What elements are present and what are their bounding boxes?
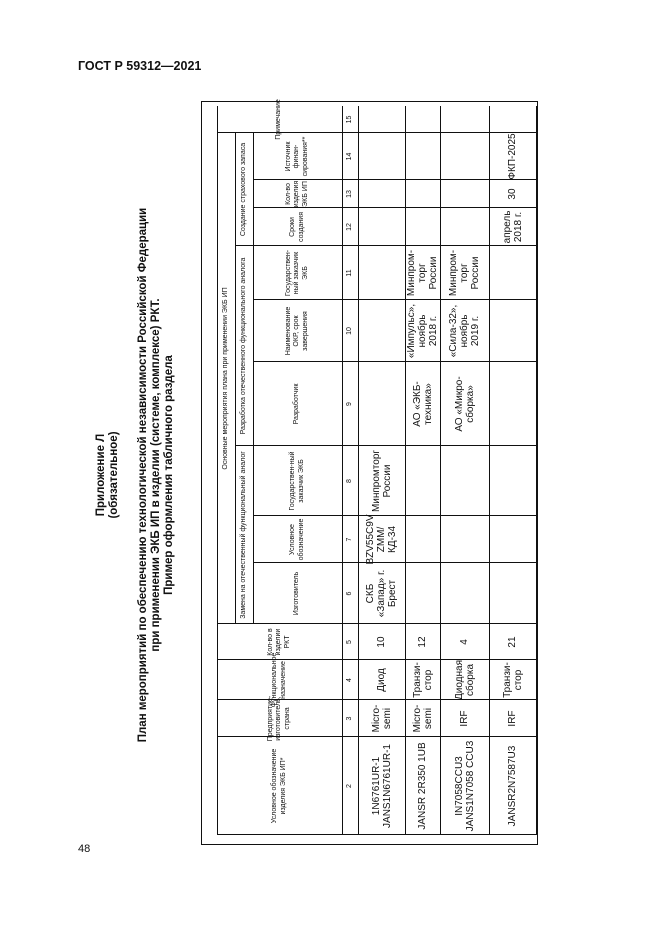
row-bottom-line-3: [489, 106, 490, 835]
col-header-15: [218, 99, 341, 140]
row-4-cell-13-text: 30: [507, 188, 518, 200]
col-number-5: [343, 624, 358, 660]
col-number-13: [343, 180, 358, 208]
row-4-cell-2-text: JANSR2N7587U3: [507, 745, 518, 827]
col-header-14-text: Источник финан-сирования**: [284, 136, 309, 177]
col-number-12: [343, 208, 358, 246]
col-number-4: [343, 660, 358, 700]
col-number-9-text: 9: [346, 402, 354, 406]
row-3-cell-2-text: IN7058CCU3 JANS1N7058 CCU3: [453, 740, 476, 832]
row-2-cell-9-text: АО «ЭКБ-техника»: [411, 381, 434, 427]
row-3-cell-10: [442, 302, 487, 360]
appendix-label: Приложение Л: [95, 433, 107, 517]
col-header-10-text: Наименование ОКР, срок завершения: [284, 306, 309, 356]
col-number-10: [343, 300, 358, 362]
page-number: 48: [78, 843, 91, 855]
row-4-cell-14: [491, 135, 534, 178]
col-header-7: [254, 518, 341, 561]
row-2-cell-4: [407, 662, 438, 698]
row-1-cell-2: [360, 739, 403, 833]
appendix-title-line3: Пример оформления табличного раздела: [163, 355, 175, 595]
row-2-cell-5-text: 12: [417, 636, 428, 648]
col-number-6: [343, 563, 358, 624]
row-2-cell-5: [407, 626, 438, 658]
row-3-cell-11: [442, 248, 487, 298]
row-bottom-line-1: [405, 106, 406, 835]
row-bottom-line-4: [536, 106, 537, 835]
row-3-cell-5-text: 4: [459, 639, 470, 645]
col-header-2: [218, 739, 341, 833]
row-3-cell-4-text: Диодная сборка: [453, 659, 476, 701]
group-main-header-text: Основные мероприятия плана при применении ЭКБ ИП: [222, 287, 230, 470]
col-number-3: [343, 700, 358, 737]
appendix-title-line2: при применении ЭКБ ИП в изделии (системе, комплексе) РКТ.: [150, 298, 162, 652]
col-number-14-text: 14: [346, 152, 354, 161]
col-number-8: [343, 446, 358, 516]
group-develop-header: [237, 246, 252, 446]
col-header-11-text: Государствен-ный заказчик ЭКБ: [284, 249, 309, 297]
row-4-cell-14-text: ФКП-2025: [507, 133, 518, 180]
group-replace-header-text: Замена на отечественный функциональный аналог: [240, 451, 248, 619]
col-header-13: [254, 182, 341, 206]
row-3-cell-3-text: IRF: [459, 710, 470, 727]
row-1-cell-5-text: 10: [376, 636, 387, 648]
row-3-cell-3: [442, 702, 487, 735]
col-number-10-text: 10: [346, 327, 354, 335]
row-3-cell-11-text: Минпром-торг России: [448, 249, 481, 297]
col-header-6-text: Изготовитель: [293, 571, 301, 616]
col-header-8: [254, 448, 341, 514]
row-2-cell-10-text: «Импульс», ноябрь 2018 г.: [406, 303, 439, 359]
row-3-cell-9: [442, 364, 487, 444]
row-2-cell-3-text: Micro-semi: [411, 704, 434, 733]
col-header-13-text: Кол-во изделия ЭКБ ИП: [284, 180, 309, 208]
col-number-15-text: 15: [346, 115, 354, 124]
row-1-cell-2-text: 1N6761UR-1 JANS1N6761UR-1: [370, 744, 393, 828]
col-number-5-text: 5: [346, 640, 354, 644]
row-1-cell-7: [360, 514, 403, 565]
group-main-header: [219, 133, 234, 624]
row-1-cell-3-text: Micro-semi: [370, 704, 393, 733]
row-4-cell-12: [491, 210, 534, 244]
row-1-cell-6-text: СКБ «Запад» г. Брест: [365, 569, 398, 618]
row-1-cell-5: [360, 626, 403, 658]
col-header-5-text: Кол-во в изделии РКТ: [266, 628, 291, 656]
col-header-5: [218, 626, 341, 658]
col-header-12: [254, 210, 341, 244]
col-number-4-text: 4: [346, 678, 354, 682]
row-4-cell-3-text: IRF: [507, 710, 518, 727]
row-1-cell-7-text: BZV55C9V ZMM/ КД-34: [365, 514, 398, 565]
col-header-9: [254, 364, 341, 444]
row-3-cell-9-text: АО «Микро-сборка»: [453, 376, 476, 432]
row-3-cell-2: [442, 739, 487, 833]
col-header-14: [254, 135, 341, 178]
row-3-cell-10-text: «Сила-32», ноябрь 2019 г.: [448, 304, 481, 358]
row-1-cell-4: [360, 662, 403, 698]
row-2-cell-11: [407, 248, 438, 298]
col-number-2: [343, 737, 358, 835]
row-2-cell-2: [407, 739, 438, 833]
row-2-cell-3: [407, 702, 438, 735]
col-number-12-text: 12: [346, 223, 354, 231]
col-header-10: [254, 302, 341, 360]
group-main-bottom-line: [235, 133, 236, 624]
col-number-6-text: 6: [346, 591, 354, 596]
col-number-13-text: 13: [346, 190, 354, 198]
row-1-cell-8: [360, 448, 403, 514]
row-4-cell-5: [491, 626, 534, 658]
col-divider-11: [253, 245, 536, 246]
col-header-11: [254, 248, 341, 298]
col-number-2-text: 2: [346, 784, 354, 788]
row-4-cell-3: [491, 702, 534, 735]
row-2-cell-2-text: JANSR 2R350 1UB: [417, 742, 428, 830]
standard-header: ГОСТ Р 59312—2021: [78, 59, 202, 73]
col-divider-8: [253, 445, 536, 446]
col-number-8-text: 8: [346, 479, 354, 483]
appendix-status: (обязательное): [108, 431, 120, 519]
row-1-cell-3: [360, 702, 403, 735]
row-2-cell-4-text: Транзи-стор: [411, 662, 434, 698]
col-header-12-text: Сроки создания: [289, 212, 305, 242]
group-replace-header: [237, 446, 252, 624]
col-header-4: [218, 652, 341, 708]
row-3-cell-4: [442, 659, 487, 701]
group-stock-header-text: Создание страхового запаса: [240, 142, 248, 237]
col-header-3-text: Предприятие-изготовитель, страна: [266, 695, 291, 742]
col-divider-9: [253, 361, 536, 362]
row-2-cell-10: [407, 302, 438, 360]
row-4-cell-12-text: апрель 2018 г.: [501, 210, 524, 244]
row-4-cell-13: [491, 182, 534, 206]
numbers-bottom-line: [358, 106, 359, 835]
col-number-3-text: 3: [346, 716, 354, 721]
row-1-cell-8-text: Минпромторг России: [370, 449, 393, 513]
col-header-15-text: Примечание: [275, 99, 283, 140]
col-number-11-text: 11: [346, 269, 354, 277]
col-header-6: [254, 565, 341, 622]
col-header-8-text: Государствен-ный заказчик ЭКБ: [289, 451, 305, 511]
row-2-cell-11-text: Минпром-торг России: [406, 249, 439, 297]
row-1-cell-6: [360, 565, 403, 622]
appendix-title-line1: План мероприятий по обеспечению технологической независимости Российской Федерации: [137, 207, 149, 743]
col-number-7-text: 7: [346, 537, 354, 542]
row-4-cell-5-text: 21: [507, 636, 518, 648]
row-2-cell-9: [407, 364, 438, 444]
col-header-4-text: Функциональное назначение: [271, 652, 287, 708]
row-4-cell-2: [491, 739, 534, 833]
row-4-cell-4: [491, 662, 534, 698]
col-number-15: [343, 106, 358, 133]
col-header-9-text: Разработчик: [293, 383, 301, 425]
col-number-14: [343, 133, 358, 180]
row-1-cell-4-text: Диод: [376, 668, 387, 692]
col-divider-10: [253, 299, 536, 300]
col-header-2-text: Условное обозначение изделия ЭКБ ИП*: [271, 748, 287, 824]
row-3-cell-5: [442, 626, 487, 658]
col-header-7-text: Условное обозначение: [289, 518, 305, 561]
row-4-cell-4-text: Транзи-стор: [501, 662, 524, 698]
group-develop-header-text: Разработка отечественного функционального аналога: [240, 257, 248, 435]
col-number-7: [343, 516, 358, 563]
group-stock-header: [237, 133, 252, 246]
col-number-11: [343, 246, 358, 300]
col-number-9: [343, 362, 358, 446]
row-bottom-line-2: [440, 106, 441, 835]
